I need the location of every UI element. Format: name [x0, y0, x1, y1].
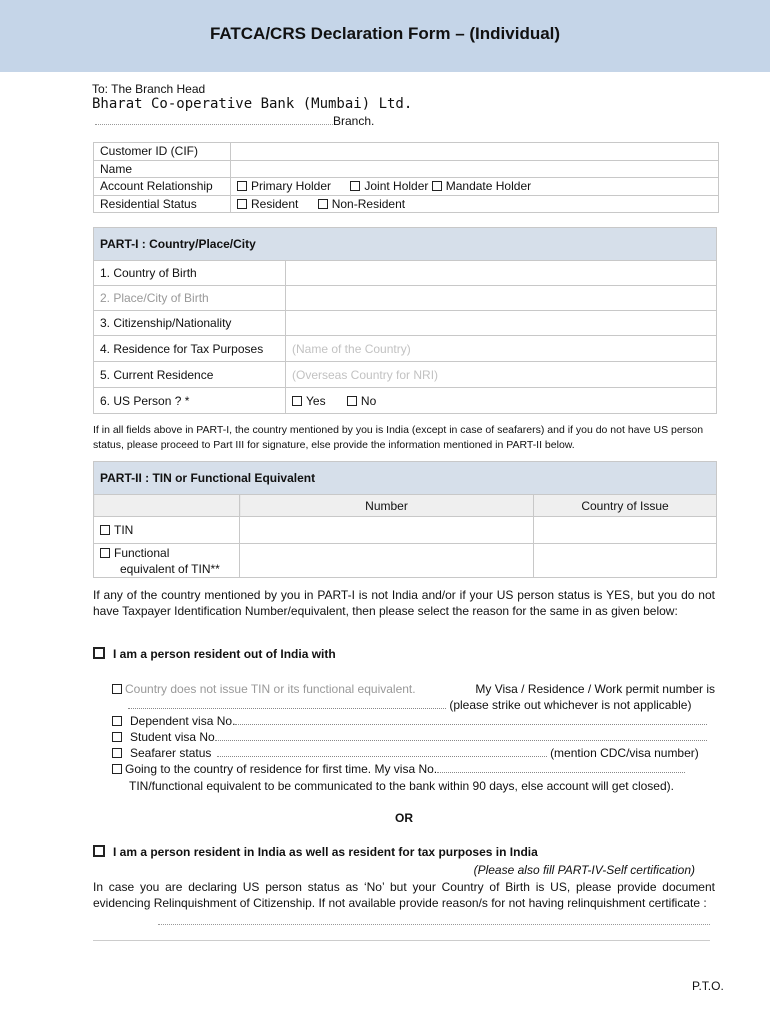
- part1-table: [93, 227, 717, 414]
- tin-checkbox[interactable]: TIN: [94, 517, 240, 544]
- us-person-label: 6. US Person ? *: [94, 388, 286, 414]
- joint-holder-checkbox[interactable]: Joint Holder: [350, 179, 428, 193]
- permit-number-label: My Visa / Residence / Work permit number is: [475, 682, 715, 696]
- checkbox-icon: [318, 199, 328, 209]
- us-person-yes-checkbox[interactable]: Yes: [292, 394, 326, 408]
- current-residence-field[interactable]: (Overseas Country for NRI): [286, 362, 717, 388]
- us-person-options: [286, 388, 717, 414]
- part2-header-blank: [94, 495, 240, 517]
- title-banner: [0, 0, 770, 72]
- no-tin-checkbox[interactable]: Country does not issue TIN or its functional equivalent.: [112, 682, 416, 696]
- pto-label: P.T.O.: [692, 979, 724, 993]
- first-time-visa-line[interactable]: [437, 763, 685, 773]
- country-of-birth-field[interactable]: [286, 261, 717, 286]
- tin-number-field[interactable]: [240, 517, 534, 544]
- non-resident-checkbox[interactable]: Non-Resident: [318, 197, 405, 211]
- part4-note: (Please also fill PART-IV-Self certification): [473, 863, 695, 877]
- number-column-header: Number: [240, 495, 534, 517]
- resident-in-india-heading[interactable]: I am a person resident in India as well as resident for tax purposes in India: [93, 845, 538, 859]
- tax-residence-label: 4. Residence for Tax Purposes: [94, 336, 286, 362]
- relinquishment-paragraph: In case you are declaring US person status as ‘No’ but your Country of Birth is US, please provide document evidencing Relinquishment of Citizenship. If not available provide reason/s for not having relinquishment certificate :: [93, 880, 715, 910]
- tin-communication-note: TIN/functional equivalent to be communicated to the bank within 90 days, else account will get closed).: [129, 779, 674, 793]
- name-field[interactable]: [231, 160, 719, 178]
- first-time-row[interactable]: Going to the country of residence for first time. My visa No.: [112, 762, 715, 776]
- reason-line-1[interactable]: [158, 924, 710, 925]
- checkbox-icon: [100, 525, 110, 535]
- strike-note: (please strike out whichever is not applicable): [449, 698, 692, 712]
- seafarer-line[interactable]: [217, 747, 547, 757]
- branch-input-line[interactable]: [95, 124, 335, 125]
- checkbox-icon: [112, 732, 122, 742]
- resident-checkbox[interactable]: Resident: [237, 197, 298, 211]
- student-visa-row[interactable]: Student visa No: [112, 730, 715, 744]
- account-relationship-options: [231, 178, 719, 196]
- checkbox-icon: [112, 716, 122, 726]
- checkbox-icon: [237, 181, 247, 191]
- name-label: Name: [94, 160, 231, 178]
- place-of-birth-label: 2. Place/City of Birth: [94, 286, 286, 311]
- residential-status-options: [231, 195, 719, 213]
- permit-number-line[interactable]: [128, 699, 446, 709]
- citizenship-label: 3. Citizenship/Nationality: [94, 311, 286, 336]
- form-title: FATCA/CRS Declaration Form – (Individual): [209, 24, 561, 43]
- citizenship-field[interactable]: [286, 311, 717, 336]
- us-person-no-checkbox[interactable]: No: [347, 394, 376, 408]
- branch-label: Branch.: [333, 114, 375, 128]
- part2-title: PART-II : TIN or Functional Equivalent: [94, 462, 717, 495]
- seafarer-row[interactable]: Seafarer status (mention CDC/visa number): [112, 746, 715, 760]
- bank-name: Bharat Co-operative Bank (Mumbai) Ltd.: [92, 96, 413, 112]
- permit-row: [128, 698, 715, 712]
- checkbox-icon: [112, 764, 122, 774]
- place-of-birth-field[interactable]: [286, 286, 717, 311]
- customer-id-label: Customer ID (CIF): [94, 143, 231, 161]
- current-residence-label: 5. Current Residence: [94, 362, 286, 388]
- checkbox-icon: [432, 181, 442, 191]
- checkbox-icon: [112, 684, 122, 694]
- student-visa-line[interactable]: [215, 731, 707, 741]
- part1-title: PART-I : Country/Place/City: [94, 228, 717, 261]
- part2-table: [93, 461, 717, 578]
- functional-country-field[interactable]: [534, 544, 717, 578]
- country-of-birth-label: 1. Country of Birth: [94, 261, 286, 286]
- part2-reason-paragraph: If any of the country mentioned by you in PART-I is not India and/or if your US person status is YES, but you do not have Taxpayer Identification Number/equivalent, then please select the reason for the same in as given below:: [93, 588, 715, 618]
- customer-details-table: [93, 142, 719, 213]
- checkbox-icon: [292, 396, 302, 406]
- tin-country-field[interactable]: [534, 517, 717, 544]
- tax-residence-field[interactable]: (Name of the Country): [286, 336, 717, 362]
- checkbox-icon: [350, 181, 360, 191]
- checkbox-icon: [100, 548, 110, 558]
- part1-note: If in all fields above in PART-I, the country mentioned by you is India (except in case of seafarers) and if you do not have US person status, please proceed to Part III for signature, else provide the information mentioned in PART-II below.: [93, 424, 704, 451]
- account-relationship-label: Account Relationship: [94, 178, 231, 196]
- no-tin-row: [112, 682, 715, 696]
- checkbox-icon: [237, 199, 247, 209]
- checkbox-icon: [93, 845, 105, 857]
- dependent-visa-line[interactable]: [235, 715, 707, 725]
- functional-equivalent-checkbox[interactable]: Functional equivalent of TIN**: [94, 544, 240, 578]
- functional-number-field[interactable]: [240, 544, 534, 578]
- or-separator: OR: [395, 811, 413, 825]
- customer-id-field[interactable]: [231, 143, 719, 161]
- dependent-visa-row[interactable]: Dependent visa No.: [112, 714, 715, 728]
- country-of-issue-column-header: Country of Issue: [534, 495, 717, 517]
- reason-line-2[interactable]: [93, 940, 710, 941]
- addressee-to: To: The Branch Head: [92, 82, 206, 96]
- primary-holder-checkbox[interactable]: Primary Holder: [237, 179, 331, 193]
- checkbox-icon: [347, 396, 357, 406]
- checkbox-icon: [112, 748, 122, 758]
- residential-status-label: Residential Status: [94, 195, 231, 213]
- checkbox-icon: [93, 647, 105, 659]
- mandate-holder-checkbox[interactable]: Mandate Holder: [432, 179, 531, 193]
- resident-out-of-india-heading[interactable]: I am a person resident out of India with: [93, 647, 336, 661]
